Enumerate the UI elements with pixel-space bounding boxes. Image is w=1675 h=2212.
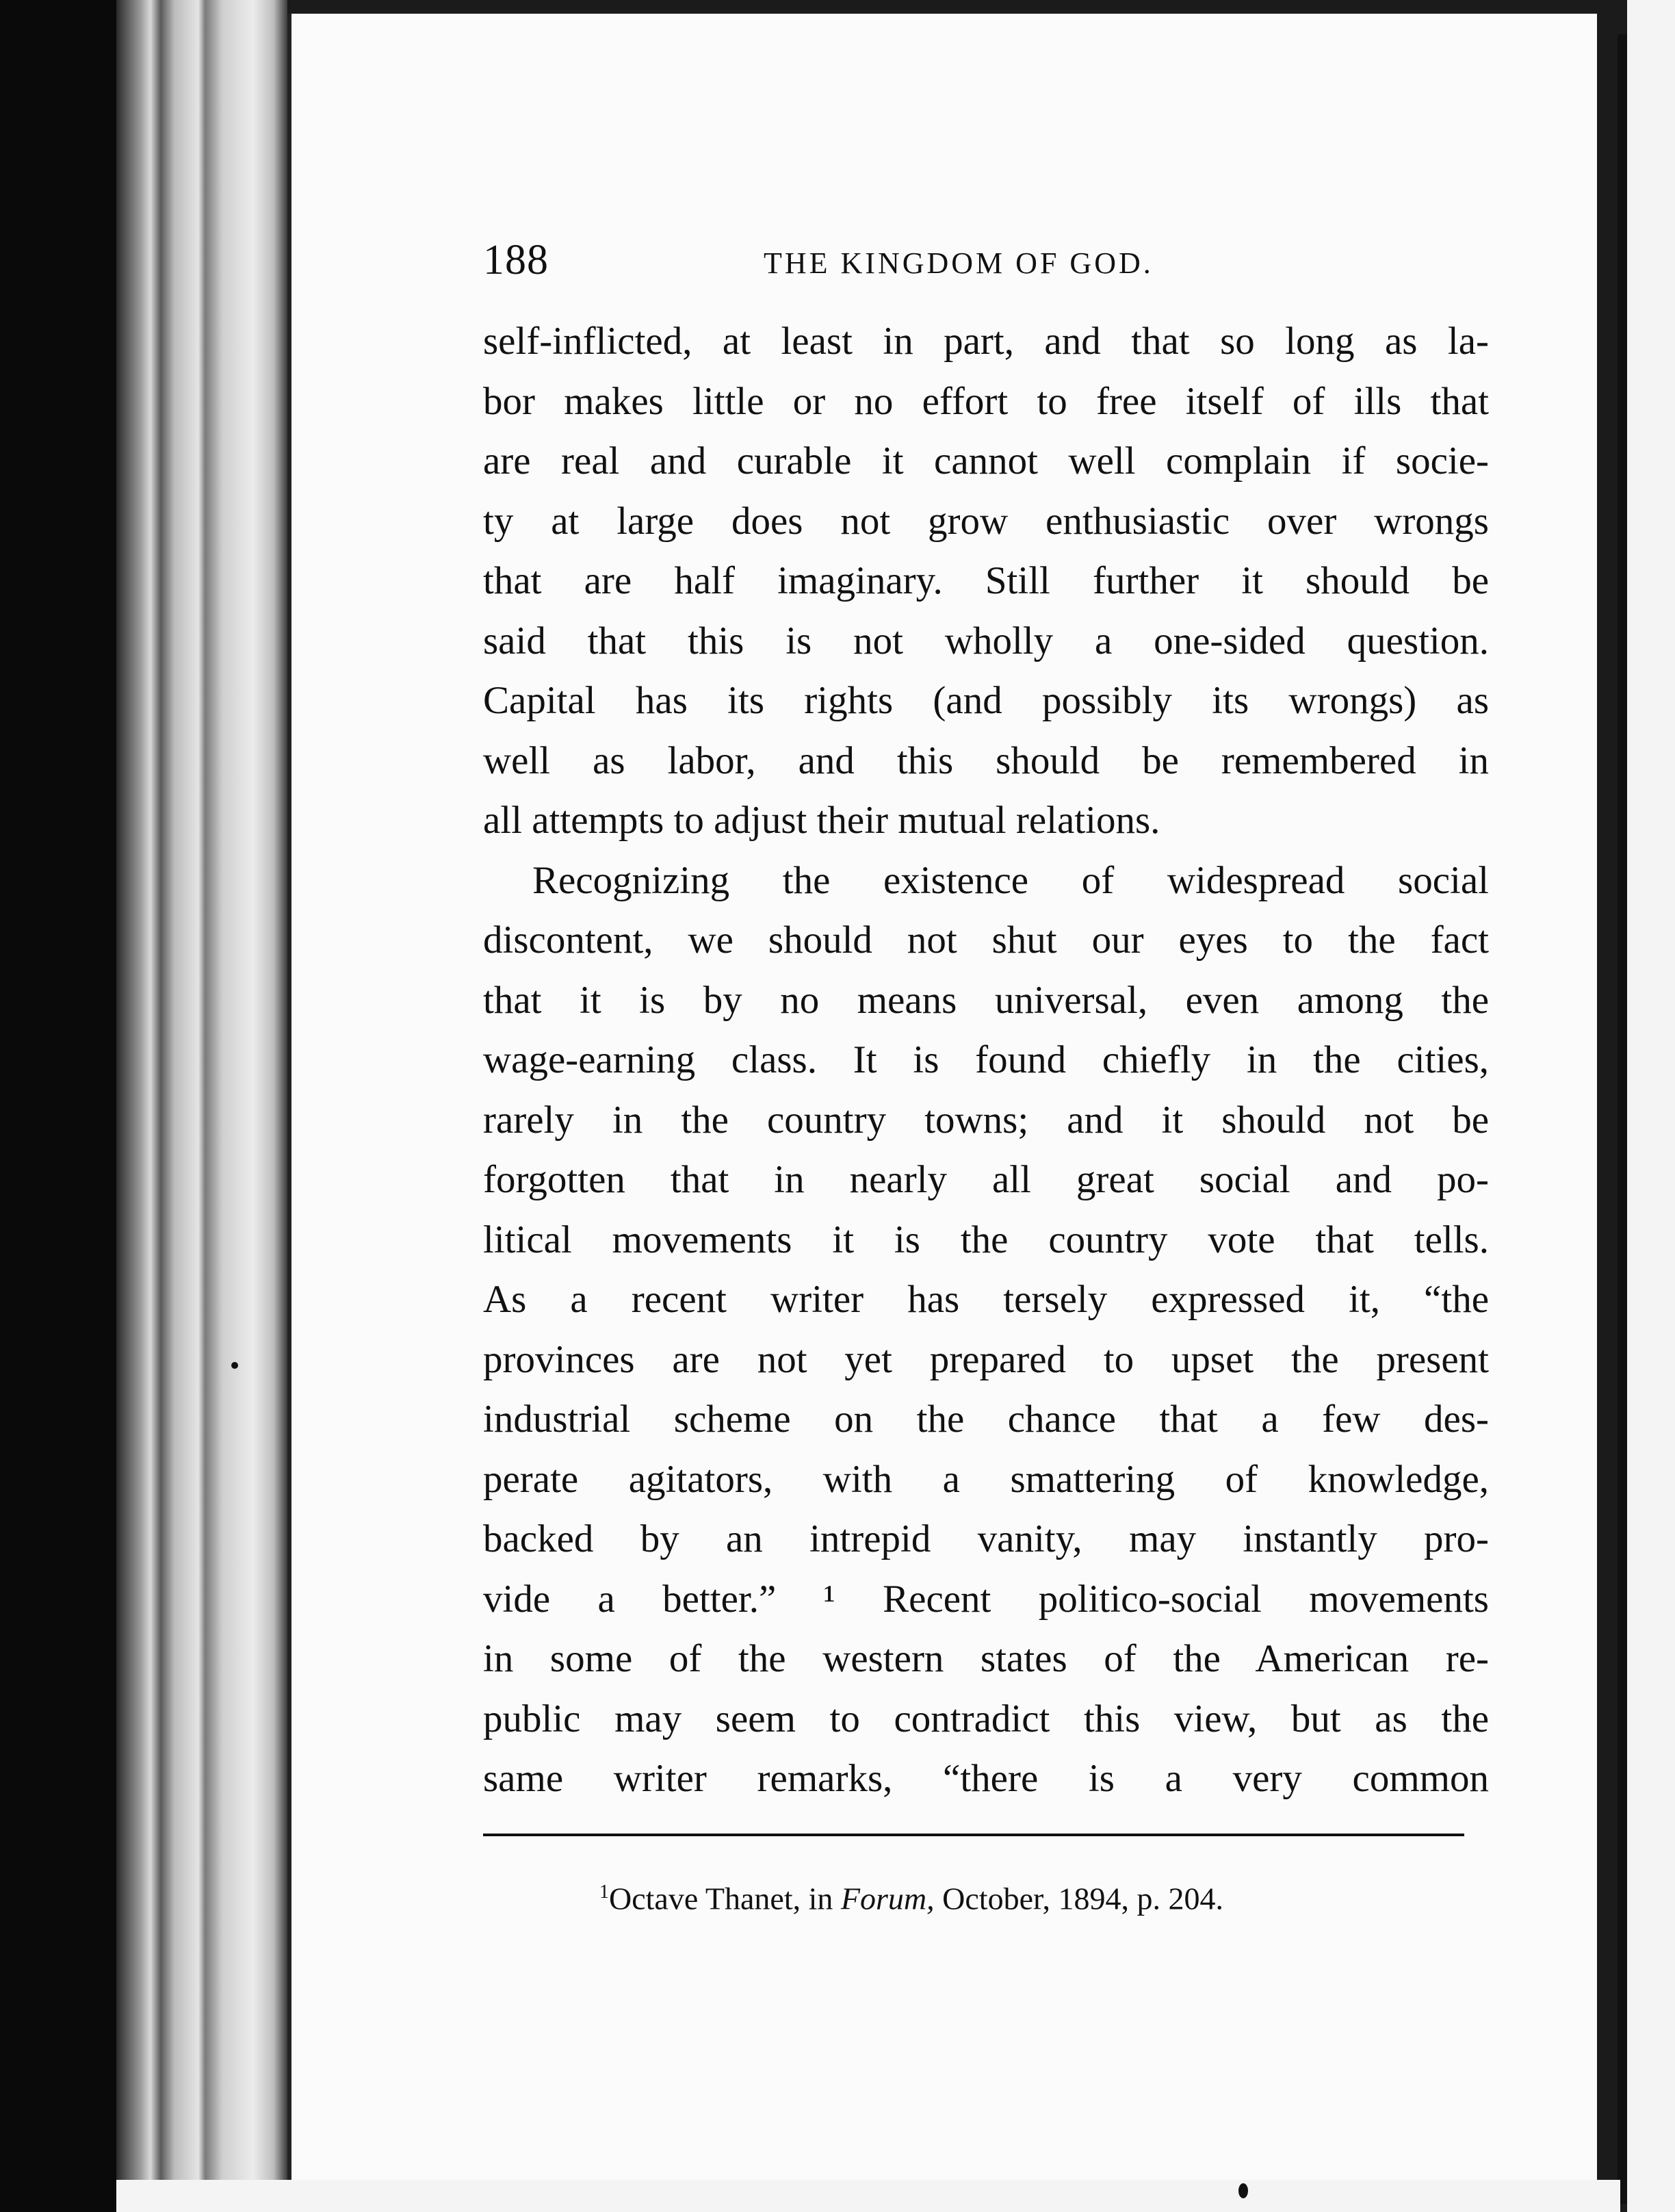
text-line: public may seem to contradict this view, but as the [483, 1697, 1489, 1740]
text-line: that it is by no means universal, even among the [483, 978, 1489, 1022]
text-line: wage-earning class. It is found chiefly in the cities, [483, 1038, 1489, 1081]
text-block [483, 236, 1489, 1919]
running-head [483, 236, 1489, 311]
text-line: discontent, we should not shut our eyes to the fact [483, 918, 1489, 962]
scan-border-bottom [116, 2180, 1620, 2212]
paragraph-2 [483, 851, 1489, 1809]
footnote-journal: Forum, [840, 1880, 935, 1916]
scan-speck [231, 1362, 238, 1369]
text-line: said that this is not wholly a one-sided question. [483, 619, 1489, 663]
scan-border-left [0, 0, 116, 2212]
footnote-text-after: October, 1894, p. 204. [934, 1880, 1223, 1916]
text-line: perate agitators, with a smattering of knowledge, [483, 1457, 1489, 1501]
text-line: same writer remarks, “there is a very common [483, 1757, 1489, 1800]
text-line: all attempts to adjust their mutual relations. [483, 799, 1160, 842]
text-line: provinces are not yet prepared to upset the present [483, 1337, 1489, 1381]
facing-page-edge [1618, 34, 1627, 2204]
page-number: 188 [483, 237, 549, 283]
running-title: THE KINGDOM OF GOD. [764, 246, 1154, 280]
footnote-text-before: Octave Thanet, in [609, 1880, 841, 1916]
book-page [287, 14, 1597, 2180]
scan-border-right [1627, 0, 1675, 2212]
text-line: ty at large does not grow enthusiastic over wrongs [483, 499, 1489, 543]
text-line: rarely in the country towns; and it should not be [483, 1098, 1489, 1142]
text-line: well as labor, and this should be remembered in [483, 738, 1489, 782]
footnote [483, 1872, 1489, 1919]
text-line: that are half imaginary. Still further it should be [483, 559, 1489, 602]
paragraph-1 [483, 311, 1489, 851]
footnote-rule [483, 1834, 1464, 1836]
text-line: As a recent writer has tersely expressed it, “the [483, 1278, 1489, 1321]
text-line: industrial scheme on the chance that a few des- [483, 1398, 1489, 1441]
scan-speck [1238, 2183, 1248, 2198]
text-line: litical movements it is the country vote that tells. [483, 1218, 1489, 1261]
text-line: backed by an intrepid vanity, may instantly pro- [483, 1517, 1489, 1560]
text-line: Capital has its rights (and possibly its wrongs) as [483, 679, 1489, 722]
text-line: are real and curable it cannot well complain if socie- [483, 439, 1489, 483]
text-line: Recognizing the existence of widespread social [532, 858, 1489, 902]
text-line: vide a better.” ¹ Recent politico-social movements [483, 1577, 1489, 1621]
footnote-marker: 1 [599, 1881, 609, 1903]
text-line: self-inflicted, at least in part, and that so long as la- [483, 320, 1489, 363]
page-stack-edges [116, 0, 287, 2212]
text-line: in some of the western states of the American re- [483, 1637, 1489, 1680]
text-line: bor makes little or no effort to free itself of ills that [483, 379, 1489, 423]
text-line: forgotten that in nearly all great social and po- [483, 1158, 1489, 1201]
